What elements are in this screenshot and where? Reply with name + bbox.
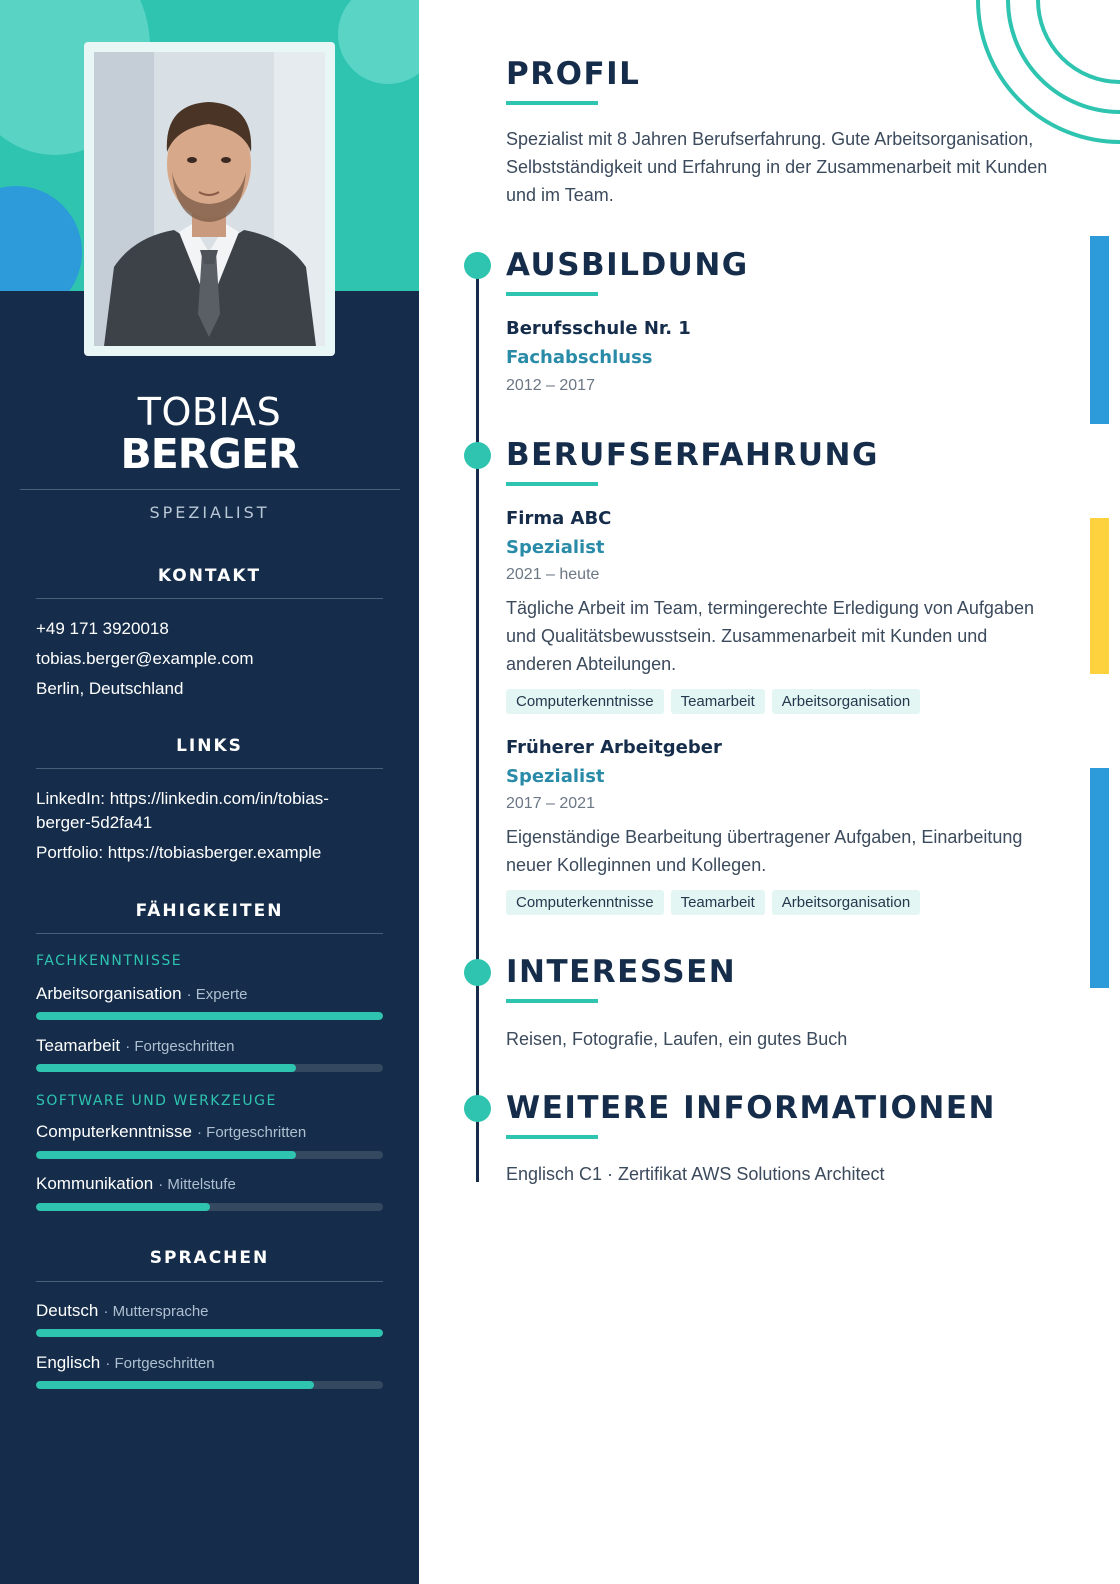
- skill-level: · Fortgeschritten: [125, 1038, 235, 1055]
- links-divider: [36, 768, 383, 769]
- skill-name: Kommunikation: [36, 1174, 154, 1193]
- decor-circle: [0, 186, 82, 291]
- skill-item: [36, 1122, 383, 1142]
- education-underline: [506, 292, 598, 296]
- profile-title: PROFIL: [506, 56, 641, 92]
- job-tags: [506, 689, 920, 714]
- additional-text: Englisch C1 · Zertifikat AWS Solutions Architect: [506, 1164, 885, 1184]
- skill-item: [36, 984, 383, 1004]
- skill-bar: [36, 1151, 383, 1159]
- skill-bar: [36, 1064, 383, 1072]
- accent-bar-blue: [1090, 236, 1109, 424]
- contact-email[interactable]: tobias.berger@example.com: [36, 649, 254, 668]
- contact-heading: KONTAKT: [157, 566, 262, 586]
- skill-bar-fill: [36, 1151, 296, 1159]
- contact-divider: [36, 598, 383, 599]
- interests-title: INTERESSEN: [506, 954, 737, 990]
- language-bar-fill: [36, 1381, 314, 1389]
- contact-phone[interactable]: +49 171 3920018: [36, 619, 169, 638]
- decor-circle: [338, 0, 419, 84]
- timeline-dot: [464, 959, 491, 986]
- language-bar: [36, 1329, 383, 1337]
- education-dates: 2012 – 2017: [506, 377, 595, 394]
- job-company: Firma ABC: [506, 508, 612, 529]
- language-bar: [36, 1381, 383, 1389]
- skill-bar: [36, 1203, 383, 1211]
- education-degree: Fachabschluss: [506, 347, 653, 368]
- experience-underline: [506, 482, 598, 486]
- skill-bar-fill: [36, 1012, 383, 1020]
- profile-text: Spezialist mit 8 Jahren Berufserfahrung. Gute Arbeitsorganisation, Selbstständigkeit und Erfahrung in der Zusammenarbeit mit Kunden und im Team.: [506, 129, 1048, 205]
- language-level: · Fortgeschritten: [105, 1355, 215, 1372]
- job-tags: [506, 890, 920, 915]
- skill-group-title: FACHKENNTNISSE: [36, 953, 183, 969]
- education-school: Berufsschule Nr. 1: [506, 318, 691, 339]
- job-position: Spezialist: [506, 537, 605, 558]
- interests-text: Reisen, Fotografie, Laufen, ein gutes Buch: [506, 1029, 848, 1049]
- portrait-illustration: [94, 52, 325, 346]
- skill-tag: Teamarbeit: [671, 689, 765, 714]
- skills-divider: [36, 933, 383, 934]
- skill-bar-fill: [36, 1064, 296, 1072]
- skill-tag: Teamarbeit: [671, 890, 765, 915]
- job-role: SPEZIALIST: [149, 503, 270, 522]
- last-name: BERGER: [120, 430, 299, 478]
- job-position: Spezialist: [506, 766, 605, 787]
- timeline-dot: [464, 442, 491, 469]
- skill-bar: [36, 1012, 383, 1020]
- language-name: Englisch: [36, 1353, 101, 1372]
- contact-location: Berlin, Deutschland: [36, 679, 184, 698]
- job-dates: 2021 – heute: [506, 566, 600, 583]
- first-name: TOBIAS: [137, 390, 282, 434]
- skill-item: [36, 1036, 383, 1056]
- accent-bar-yellow: [1090, 518, 1109, 674]
- skill-name: Teamarbeit: [36, 1036, 121, 1055]
- additional-underline: [506, 1135, 598, 1139]
- language-item: [36, 1301, 383, 1321]
- job-dates: 2017 – 2021: [506, 795, 595, 812]
- skill-tag: Arbeitsorganisation: [772, 890, 920, 915]
- skill-level: · Mittelstufe: [158, 1176, 236, 1193]
- languages-heading: SPRACHEN: [149, 1248, 270, 1268]
- job-description: Eigenständige Bearbeitung übertragener Aufgaben, Einarbeitung neuer Kolleginnen und Kollegen.: [506, 827, 1023, 875]
- skills-heading: FÄHIGKEITEN: [135, 901, 284, 921]
- skill-level: · Experte: [186, 986, 248, 1003]
- language-bar-fill: [36, 1329, 383, 1337]
- languages-divider: [36, 1281, 383, 1282]
- accent-bar-blue: [1090, 768, 1109, 988]
- timeline-line: [476, 270, 479, 1182]
- skill-tag: Computerkenntnisse: [506, 689, 664, 714]
- skill-item: [36, 1174, 383, 1194]
- name-divider: [20, 489, 400, 490]
- interests-underline: [506, 999, 598, 1003]
- skill-tag: Computerkenntnisse: [506, 890, 664, 915]
- profile-photo: [94, 52, 325, 346]
- skill-level: · Fortgeschritten: [197, 1124, 307, 1141]
- additional-title: WEITERE INFORMATIONEN: [506, 1090, 996, 1126]
- profile-underline: [506, 101, 598, 105]
- skill-tag: Arbeitsorganisation: [772, 689, 920, 714]
- links-heading: LINKS: [176, 736, 243, 756]
- job-description: Tägliche Arbeit im Team, termingerechte Erledigung von Aufgaben und Qualitätsbewusstsein. Zusammenarbeit mit Kunden und anderen Abteilungen.: [506, 598, 1034, 674]
- profile-photo-frame: [84, 42, 335, 356]
- skill-name: Arbeitsorganisation: [36, 984, 182, 1003]
- language-name: Deutsch: [36, 1301, 99, 1320]
- experience-title: BERUFSERFAHRUNG: [506, 437, 879, 473]
- skill-group-title: SOFTWARE UND WERKZEUGE: [36, 1093, 277, 1109]
- language-level: · Muttersprache: [103, 1303, 209, 1320]
- skill-name: Computerkenntnisse: [36, 1122, 192, 1141]
- timeline-dot: [464, 1095, 491, 1122]
- linkedin-link[interactable]: LinkedIn: https://linkedin.com/in/tobias-berger-5d2fa41: [36, 789, 329, 832]
- skill-bar-fill: [36, 1203, 210, 1211]
- language-item: [36, 1353, 383, 1373]
- timeline-dot: [464, 252, 491, 279]
- education-title: AUSBILDUNG: [506, 247, 749, 283]
- sidebar: [0, 0, 419, 1584]
- job-company: Früherer Arbeitgeber: [506, 737, 722, 758]
- portfolio-link[interactable]: Portfolio: https://tobiasberger.example: [36, 843, 322, 862]
